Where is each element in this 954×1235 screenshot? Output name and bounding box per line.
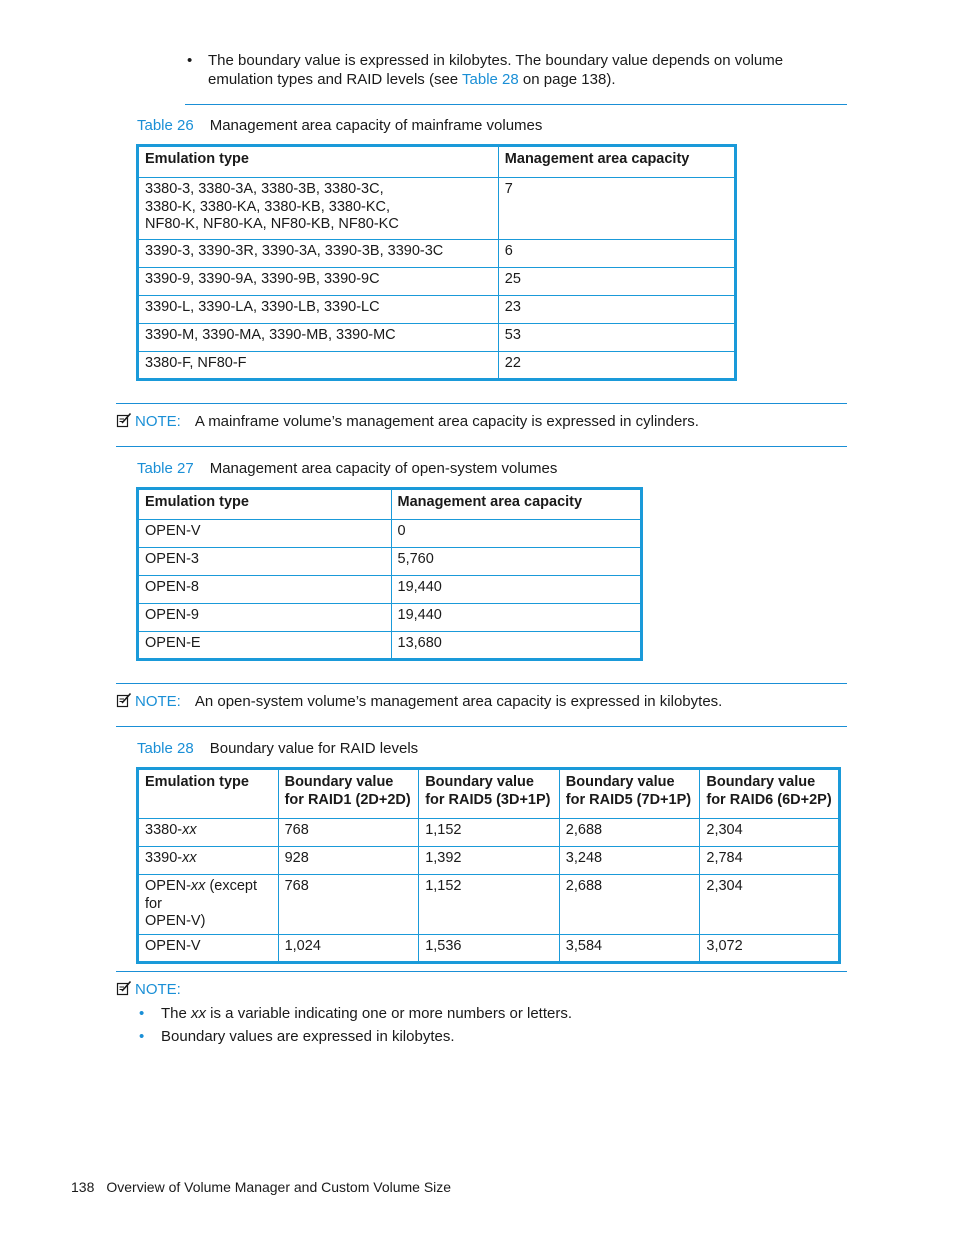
raid5-3d1p-cell: 1,392 [419,847,560,875]
table-row [138,875,840,935]
table-27-caption [137,459,557,479]
raid1-2d2d-cell: 768 [278,819,419,847]
note-top-rule [116,971,847,972]
chapter-title: Overview of Volume Manager and Custom Volume Size [106,1179,452,1195]
table-header-row [138,769,840,819]
raid5-7d1p-cell: 2,688 [559,819,700,847]
bullet-dot: • [187,52,193,69]
emulation-type-cell: 3380-3, 3380-3A, 3380-3B, 3380-3C, 3380-K, 3380-KA, 3380-KB, 3380-KC, NF80-K, NF80-KA, NF80-KB, NF80-KC [138,178,499,240]
note-mainframe [116,412,699,432]
capacity-cell: 53 [498,324,735,352]
table-row [138,819,840,847]
note-boundary [116,980,195,1000]
capacity-cell: 23 [498,296,735,324]
note-text: An open-system volume’s management area capacity is expressed in kilobytes. [194,693,723,710]
capacity-cell: 0 [391,520,642,548]
intro-text: The boundary value is expressed in kilobytes. The boundary value depends on volume emulation types and RAID levels (see Table 28 on page 138). [208,52,784,88]
table-row [138,520,642,548]
table-row [138,576,642,604]
table-row [138,268,736,296]
table-26-caption [137,116,542,136]
emulation-type-cell: OPEN-xx (except for OPEN-V) [138,875,279,935]
table-28-title: Boundary value for RAID levels [209,740,419,757]
header-emulation-type: Emulation type [138,489,392,520]
table-row [138,847,840,875]
raid5-7d1p-cell: 3,248 [559,847,700,875]
intro-bullet [187,51,827,89]
emulation-type-cell: 3380-F, NF80-F [138,352,499,380]
emulation-type-cell: 3390-3, 3390-3R, 3390-3A, 3390-3B, 3390-3C [138,240,499,268]
raid5-7d1p-cell: 2,688 [559,875,700,935]
table-28 [136,767,841,964]
note-label: NOTE: [135,693,181,710]
table-row [138,548,642,576]
header-raid6-6d2p: Boundary value for RAID6 (6D+2P) [700,769,840,819]
header-raid5-3d1p: Boundary value for RAID5 (3D+1P) [419,769,560,819]
note-pencil-icon [116,412,132,428]
table-27 [136,487,643,661]
table-28-link[interactable]: Table 28 [462,71,519,88]
header-emulation-type: Emulation type [138,146,499,178]
raid1-2d2d-cell: 768 [278,875,419,935]
note-open-system [116,692,722,712]
raid6-6d2p-cell: 2,304 [700,819,840,847]
emulation-type-cell: OPEN-3 [138,548,392,576]
table-row [138,178,736,240]
capacity-cell: 13,680 [391,632,642,660]
table-row [138,324,736,352]
table-row [138,632,642,660]
emulation-type-cell: 3390-L, 3390-LA, 3390-LB, 3390-LC [138,296,499,324]
table-header-row [138,489,642,520]
raid6-6d2p-cell: 2,304 [700,875,840,935]
table-27-title: Management area capacity of open-system volumes [209,460,558,477]
table-row [138,604,642,632]
page-number: 138 [71,1179,95,1195]
table-26-title: Management area capacity of mainframe volumes [209,117,543,134]
note-pencil-icon [116,692,132,708]
table-27-number: Table 27 [137,460,194,477]
capacity-cell: 5,760 [391,548,642,576]
bullet-dot: • [139,1005,145,1022]
table-row [138,240,736,268]
note-top-rule [116,683,847,684]
emulation-type-cell: OPEN-E [138,632,392,660]
raid5-3d1p-cell: 1,152 [419,819,560,847]
emulation-type-cell: OPEN-V [138,520,392,548]
table-26-number: Table 26 [137,117,194,134]
capacity-cell: 19,440 [391,576,642,604]
table-28-caption [137,739,418,759]
table-26 [136,144,737,381]
note-pencil-icon [116,980,132,996]
note-label: NOTE: [135,413,181,430]
emulation-type-cell: 3390-9, 3390-9A, 3390-9B, 3390-9C [138,268,499,296]
capacity-cell: 6 [498,240,735,268]
section-divider [185,104,847,105]
header-management-area-capacity: Management area capacity [391,489,642,520]
raid5-3d1p-cell: 1,536 [419,934,560,962]
emulation-type-cell: OPEN-V [138,934,279,962]
emulation-type-cell: 3390-xx [138,847,279,875]
bullet-dot: • [139,1028,145,1045]
table-row [138,296,736,324]
header-raid1-2d2d: Boundary value for RAID1 (2D+2D) [278,769,419,819]
raid6-6d2p-cell: 3,072 [700,934,840,962]
note-top-rule [116,403,847,404]
page-footer [71,1179,451,1195]
capacity-cell: 7 [498,178,735,240]
capacity-cell: 25 [498,268,735,296]
table-row [138,352,736,380]
note-bottom-rule [116,446,847,447]
note-label: NOTE: [135,981,181,998]
raid5-7d1p-cell: 3,584 [559,934,700,962]
emulation-type-cell: 3390-M, 3390-MA, 3390-MB, 3390-MC [138,324,499,352]
raid5-3d1p-cell: 1,152 [419,875,560,935]
table-row [138,934,840,962]
note-bullet-variable: • The xx is a variable indicating one or more numbers or letters. [139,1005,573,1022]
emulation-type-cell: OPEN-9 [138,604,392,632]
table-header-row [138,146,736,178]
note-bottom-rule [116,726,847,727]
emulation-type-cell: 3380-xx [138,819,279,847]
header-emulation-type: Emulation type [138,769,279,819]
emulation-type-cell: OPEN-8 [138,576,392,604]
raid1-2d2d-cell: 1,024 [278,934,419,962]
capacity-cell: 19,440 [391,604,642,632]
table-28-number: Table 28 [137,740,194,757]
note-text: A mainframe volume’s management area capacity is expressed in cylinders. [194,413,699,430]
header-raid5-7d1p: Boundary value for RAID5 (7D+1P) [559,769,700,819]
header-management-area-capacity: Management area capacity [498,146,735,178]
raid6-6d2p-cell: 2,784 [700,847,840,875]
raid1-2d2d-cell: 928 [278,847,419,875]
capacity-cell: 22 [498,352,735,380]
note-bullet-kilobytes: • Boundary values are expressed in kilobytes. [139,1028,455,1045]
